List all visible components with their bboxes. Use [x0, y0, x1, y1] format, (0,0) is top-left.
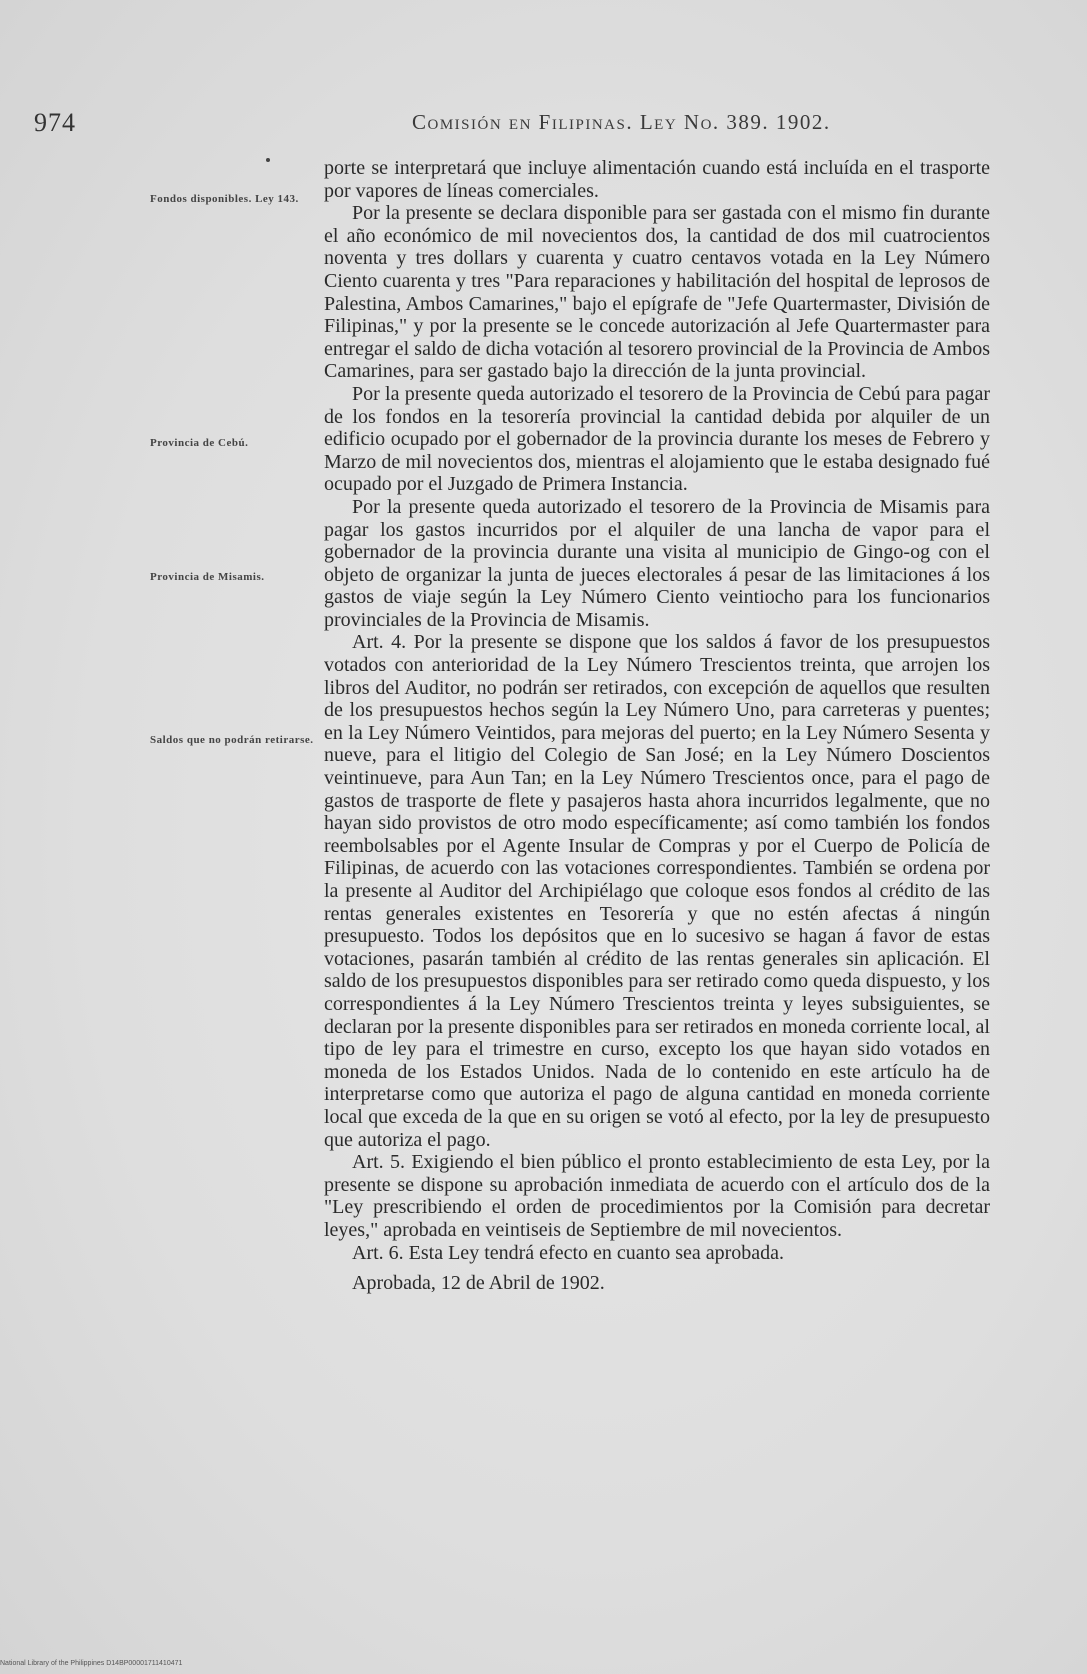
- page-number: 974: [34, 108, 76, 137]
- footer-credit: National Library of the Philippines D14BP00001711410471: [0, 1660, 183, 1667]
- margin-note-saldos: Saldos que no podrán retirarse.: [150, 734, 314, 746]
- page-header: [0, 108, 1087, 142]
- running-head: Comisión en Filipinas. Ley No. 389. 1902.: [412, 110, 831, 134]
- paragraph: Por la presente queda autorizado el tesorero de la Provincia de Misamis para pagar los gastos incurridos por el alquiler de una lancha de vapor para el gobernador de la provincia durante una visita al municipio de Gingo-og con el objeto de organizar la junta de jueces electorales á pesar de las limitaciones á los gastos de viaje según la Ley Número Ciento veintiocho para los funcionarios provinciales de la Provincia de Misamis.: [324, 495, 990, 631]
- body-text: [324, 157, 990, 1295]
- margin-note-cebu: Provincia de Cebú.: [150, 437, 249, 449]
- paragraph: porte se interpretará que incluye alimentación cuando está incluída en el trasporte por vapores de líneas comerciales.: [324, 157, 990, 202]
- paragraph: Por la presente se declara disponible para ser gastada con el mismo fin durante el año económico de mil novecientos dos, la cantidad de dos mil cuatrocientos noventa y tres dollars y cuarenta y cuatro centavos votada en la Ley Número Ciento cuarenta y tres "Para reparaciones y habilitación del hospital de leprosos de Palestina, Ambos Camarines," bajo el epígrafe de "Jefe Quartermaster, División de Filipinas," y por la presente se le concede autorización al Jefe Quartermaster para entregar el saldo de dicha votación al tesorero provincial de la Provincia de Ambos Camarines, para ser gastado bajo la dirección de la junta provincial.: [324, 202, 990, 383]
- approval-date: Aprobada, 12 de Abril de 1902.: [352, 1272, 605, 1295]
- article-6: Art. 6. Esta Ley tendrá efecto en cuanto sea aprobada.: [352, 1241, 785, 1264]
- paragraph: Por la presente queda autorizado el tesorero de la Provincia de Cebú para pagar de los fondos en la tesorería provincial la cantidad debida por alquiler de un edificio ocupado por el gobernador de la provincia durante los meses de Febrero y Marzo de mil novecientos dos, mientras el alojamiento que le estaba designado fué ocupado por el Juzgado de Primera Instancia.: [324, 382, 990, 496]
- margin-note-fondos: Fondos disponibles. Ley 143.: [150, 193, 299, 205]
- article-5: Art. 5. Exigiendo el bien público el pronto establecimiento de esta Ley, por la presente se dispone su aprobación inmediata de acuerdo con el artículo dos de la "Ley prescribiendo el orden de procedimientos por la Comisión para decretar leyes," aprobada en veintiseis de Septiembre de mil novecientos.: [324, 1151, 990, 1241]
- margin-mark: [266, 158, 270, 162]
- article-4: Art. 4. Por la presente se dispone que los saldos á favor de los presupuestos votados con anterioridad de la Ley Número Trescientos treinta, que arrojen los libros del Auditor, no podrán ser retirados, con excepción de aquellos que resulten de los presupuestos hechos según la Ley Número Uno, para carreteras y puentes; en la Ley Número Veintidos, para mejoras del puerto; en la Ley Número Sesenta y nueve, para el litigio del Colegio de San José; en la Ley Número Doscientos veintinueve, para Aun Tan; en la Ley Número Trescientos once, para el pago de gastos de trasporte de flete y pasajeros hasta ahora incurridos legalmente, que no hayan sido provistos de otro modo específicamente; así como también los fondos reembolsables por el Agente Insular de Compras y por el Cuerpo de Policía de Filipinas, de acuerdo con las votaciones correspondientes. También se ordena por la presente al Auditor del Archipiélago que coloque esos fondos al crédito de las rentas generales existentes en Tesorería y que no estén afectas á ningún presupuesto. Todos los depósitos que en lo sucesivo se hagan á favor de estas votaciones, pasarán también al crédito de las rentas generales sin aplicación. El saldo de los presupuestos disponibles para ser retirado como queda dispuesto, y los correspondientes á la Ley Número Trescientos treinta y leyes subsiguientes, se declaran por la presente disponibles para ser retirados en moneda corriente local, al tipo de ley para el trimestre en curso, excepto los que hayan sido votados en moneda de los Estados Unidos. Nada de lo contenido en este artículo ha de interpretarse como que autoriza el pago de alguna cantidad en moneda corriente local que exceda de la que en su origen se votó al efecto, por la ley de presupuesto que autoriza el pago.: [324, 631, 990, 1151]
- margin-note-misamis: Provincia de Misamis.: [150, 571, 265, 583]
